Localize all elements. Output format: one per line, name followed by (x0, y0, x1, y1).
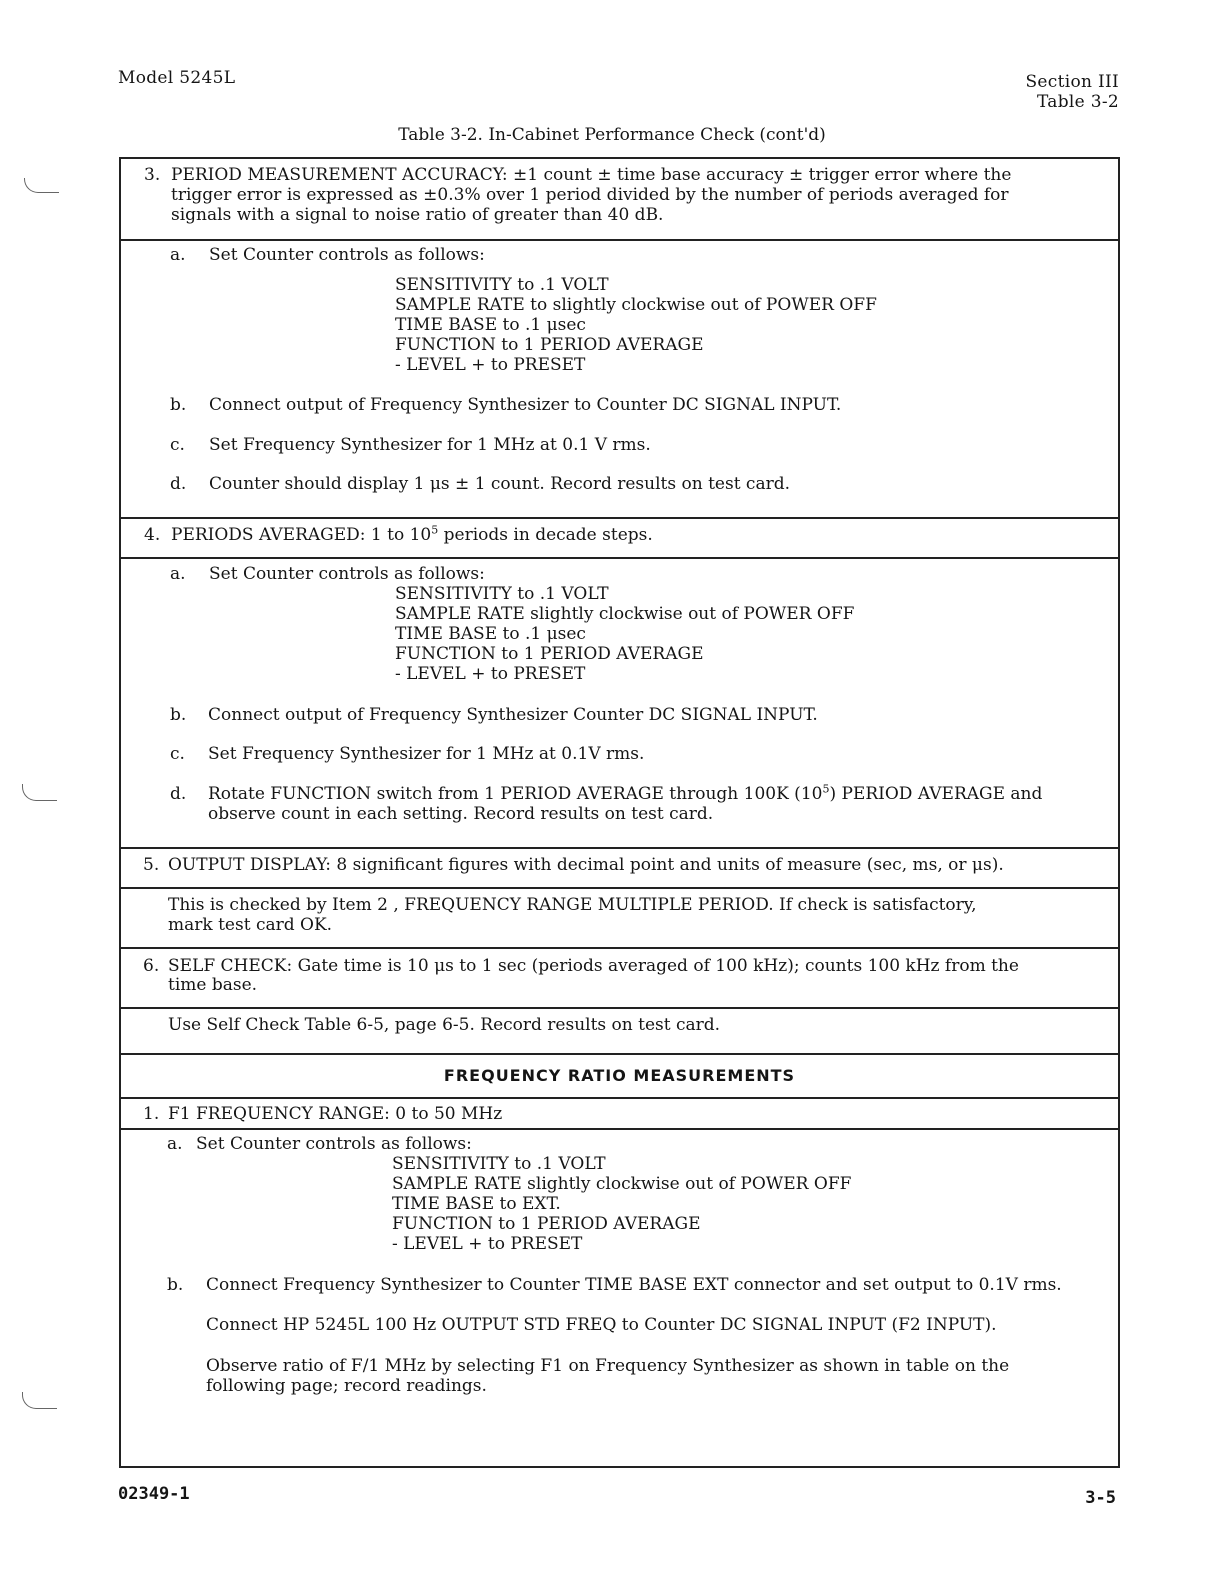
step-label: c. (170, 435, 185, 455)
setting-line: SAMPLE RATE slightly clockwise out of POWER OFF (395, 604, 855, 624)
row-divider (121, 947, 1118, 949)
step-text: Connect output of Frequency Synthesizer to Counter DC SIGNAL INPUT. (209, 395, 842, 415)
section-reference (1025, 72, 1119, 112)
row-divider (121, 517, 1118, 519)
setting-line: TIME BASE to EXT. (392, 1194, 561, 1214)
document-number: 02349-1 (118, 1484, 190, 1504)
row-divider (121, 1097, 1118, 1099)
step-label: d. (170, 474, 187, 494)
step-label: d. (170, 784, 187, 804)
scan-mark (22, 784, 57, 801)
step-paragraph: Observe ratio of F/1 MHz by selecting F1 on Frequency Synthesizer as shown in table on the (206, 1356, 1010, 1376)
row-divider (121, 887, 1118, 889)
setting-line: SENSITIVITY to .1 VOLT (395, 584, 609, 604)
freq-item-number: 1. (143, 1104, 160, 1124)
item4-title-post: periods in decade steps. (438, 525, 653, 545)
item4-title-pre: PERIODS AVERAGED: 1 to 10 (171, 525, 432, 545)
step-text: Connect Frequency Synthesizer to Counter TIME BASE EXT connector and set output to 0.1V rms. (206, 1275, 1062, 1295)
item5-body-line2: mark test card OK. (168, 915, 333, 935)
section-heading: FREQUENCY RATIO MEASUREMENTS (443, 1066, 796, 1085)
item4-d-pre: Rotate FUNCTION switch from 1 PERIOD AVERAGE through 100K (10 (208, 784, 823, 804)
step-text: Counter should display 1 μs ± 1 count. Record results on test card. (209, 474, 790, 494)
item6-title-line2: time base. (168, 975, 258, 995)
step-label: b. (167, 1275, 184, 1295)
row-divider (121, 1007, 1118, 1009)
page-number: 3-5 (1085, 1488, 1116, 1508)
step-text: Connect output of Frequency Synthesizer Counter DC SIGNAL INPUT. (208, 705, 818, 725)
performance-check-table (119, 157, 1120, 1468)
item4-title (171, 525, 653, 545)
item5-title: OUTPUT DISPLAY: 8 significant figures with decimal point and units of measure (sec, ms, or μs). (168, 855, 1004, 875)
step-text: Set Frequency Synthesizer for 1 MHz at 0.1 V rms. (209, 435, 651, 455)
item6-number: 6. (143, 956, 160, 976)
item5-body-line1: This is checked by Item 2 , FREQUENCY RANGE MULTIPLE PERIOD. If check is satisfactory, (168, 895, 977, 915)
row-divider (121, 847, 1118, 849)
item3-title-line1: PERIOD MEASUREMENT ACCURACY: ±1 count ± time base accuracy ± trigger error where the (171, 165, 1012, 185)
setting-line: FUNCTION to 1 PERIOD AVERAGE (395, 335, 704, 355)
item5-number: 5. (143, 855, 160, 875)
step-paragraph-continued: following page; record readings. (206, 1376, 487, 1396)
setting-line: SENSITIVITY to .1 VOLT (395, 275, 609, 295)
item4-d-exponent: 5 (822, 782, 830, 796)
step-text: Set Counter controls as follows: (196, 1134, 472, 1154)
item4-number: 4. (144, 525, 161, 545)
setting-line: SAMPLE RATE to slightly clockwise out of POWER OFF (395, 295, 877, 315)
item3-title-line2: trigger error is expressed as ±0.3% over 1 period divided by the number of periods averaged for (171, 185, 1009, 205)
step-label: b. (170, 395, 187, 415)
scan-mark (24, 178, 59, 193)
setting-line: - LEVEL + to PRESET (395, 355, 586, 375)
table-reference: Table 3-2 (1036, 92, 1119, 112)
item6-body: Use Self Check Table 6-5, page 6-5. Record results on test card. (168, 1015, 721, 1035)
scan-mark (22, 1392, 57, 1409)
row-divider (121, 1128, 1118, 1130)
setting-line: - LEVEL + to PRESET (392, 1234, 583, 1254)
row-divider (121, 557, 1118, 559)
step-label: c. (170, 744, 185, 764)
model-label: Model 5245L (118, 68, 236, 88)
row-divider (121, 1053, 1118, 1055)
setting-line: TIME BASE to .1 μsec (395, 315, 586, 335)
item6-title-line1: SELF CHECK: Gate time is 10 μs to 1 sec (periods averaged of 100 kHz); counts 100 kHz from the (168, 956, 1019, 976)
freq-item-title: F1 FREQUENCY RANGE: 0 to 50 MHz (168, 1104, 503, 1124)
section-label: Section III (1025, 72, 1119, 92)
step-text: Set Counter controls as follows: (209, 245, 485, 265)
step-text-continued: observe count in each setting. Record results on test card. (208, 804, 714, 824)
step-paragraph: Connect HP 5245L 100 Hz OUTPUT STD FREQ to Counter DC SIGNAL INPUT (F2 INPUT). (206, 1315, 997, 1335)
setting-line: - LEVEL + to PRESET (395, 664, 586, 684)
step-label: a. (167, 1134, 183, 1154)
setting-line: SAMPLE RATE slightly clockwise out of POWER OFF (392, 1174, 852, 1194)
setting-line: FUNCTION to 1 PERIOD AVERAGE (395, 644, 704, 664)
step-label: a. (170, 564, 186, 584)
item3-title-line3: signals with a signal to noise ratio of greater than 40 dB. (171, 205, 664, 225)
item3-number: 3. (144, 165, 161, 185)
table-caption: Table 3-2. In-Cabinet Performance Check (cont'd) (398, 125, 826, 145)
setting-line: FUNCTION to 1 PERIOD AVERAGE (392, 1214, 701, 1234)
item4-d-post: ) PERIOD AVERAGE and (829, 784, 1043, 804)
setting-line: TIME BASE to .1 μsec (395, 624, 586, 644)
step-label: b. (170, 705, 187, 725)
step-text (208, 784, 1042, 804)
step-label: a. (170, 245, 186, 265)
item4-title-exponent: 5 (431, 523, 439, 537)
step-text: Set Counter controls as follows: (209, 564, 485, 584)
setting-line: SENSITIVITY to .1 VOLT (392, 1154, 606, 1174)
row-divider (121, 239, 1118, 241)
step-text: Set Frequency Synthesizer for 1 MHz at 0.1V rms. (208, 744, 645, 764)
